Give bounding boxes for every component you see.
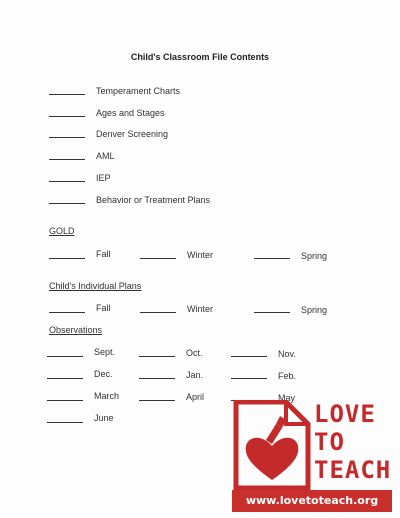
section-heading-gold: GOLD (49, 226, 75, 236)
blank-line (139, 400, 175, 401)
checklist-item (0, 86, 400, 100)
season-label: Winter (187, 250, 214, 260)
checklist-item (0, 173, 400, 187)
blank-line (47, 356, 83, 357)
month-label: Nov. (278, 349, 296, 359)
month-label: Sept. (94, 347, 116, 357)
season-label: Winter (187, 304, 214, 314)
blank-line (49, 203, 85, 204)
month-label: May (278, 393, 296, 403)
blank-line (47, 378, 83, 379)
month-label: Jan. (186, 370, 204, 380)
checklist-label: AML (96, 151, 115, 161)
watermark-word: TO (314, 428, 345, 456)
checklist-label: Temperament Charts (96, 86, 181, 96)
checklist-item (0, 195, 400, 209)
blank-line (140, 312, 176, 313)
checklist-label: Behavior or Treatment Plans (96, 195, 211, 205)
blank-line (140, 258, 176, 259)
blank-line (139, 356, 175, 357)
month-label: Dec. (94, 369, 113, 379)
watermark-word: TEACH (314, 456, 392, 484)
document-heart-icon (232, 400, 312, 490)
page-title: Child's Classroom File Contents (130, 52, 270, 62)
blank-line (49, 258, 85, 259)
season-label: Spring (301, 251, 328, 261)
blank-line (47, 422, 83, 423)
blank-line (49, 137, 85, 138)
checklist-item (0, 129, 400, 143)
blank-line (47, 400, 83, 401)
season-label: Spring (301, 305, 328, 315)
watermark-url: www.lovetoteach.org (232, 490, 392, 512)
checklist-item (0, 108, 400, 122)
blank-line (49, 94, 85, 95)
season-label: Fall (96, 249, 111, 259)
section-heading-observations: Observations (49, 325, 103, 335)
gold-row (0, 249, 400, 263)
observations-row (0, 369, 400, 383)
section-heading-individual-plans: Child's Individual Plans (49, 281, 142, 291)
checklist-label: Denver Screening (96, 129, 169, 139)
blank-line (254, 312, 290, 313)
month-label: March (94, 391, 120, 401)
blank-line (49, 312, 85, 313)
watermark-word: LOVE (314, 400, 376, 428)
blank-line (231, 378, 267, 379)
blank-line (49, 159, 85, 160)
month-label: June (94, 413, 114, 423)
blank-line (254, 258, 290, 259)
checklist-label: IEP (96, 173, 111, 183)
checklist-item (0, 151, 400, 165)
plans-row (0, 303, 400, 317)
blank-line (49, 116, 85, 117)
checklist-label: Ages and Stages (96, 108, 165, 118)
blank-line (231, 356, 267, 357)
blank-line (139, 378, 175, 379)
season-label: Fall (96, 303, 111, 313)
month-label: Oct. (186, 348, 203, 358)
observations-row (0, 347, 400, 361)
month-label: Feb. (278, 371, 297, 381)
blank-line (49, 181, 85, 182)
month-label: April (186, 392, 205, 402)
